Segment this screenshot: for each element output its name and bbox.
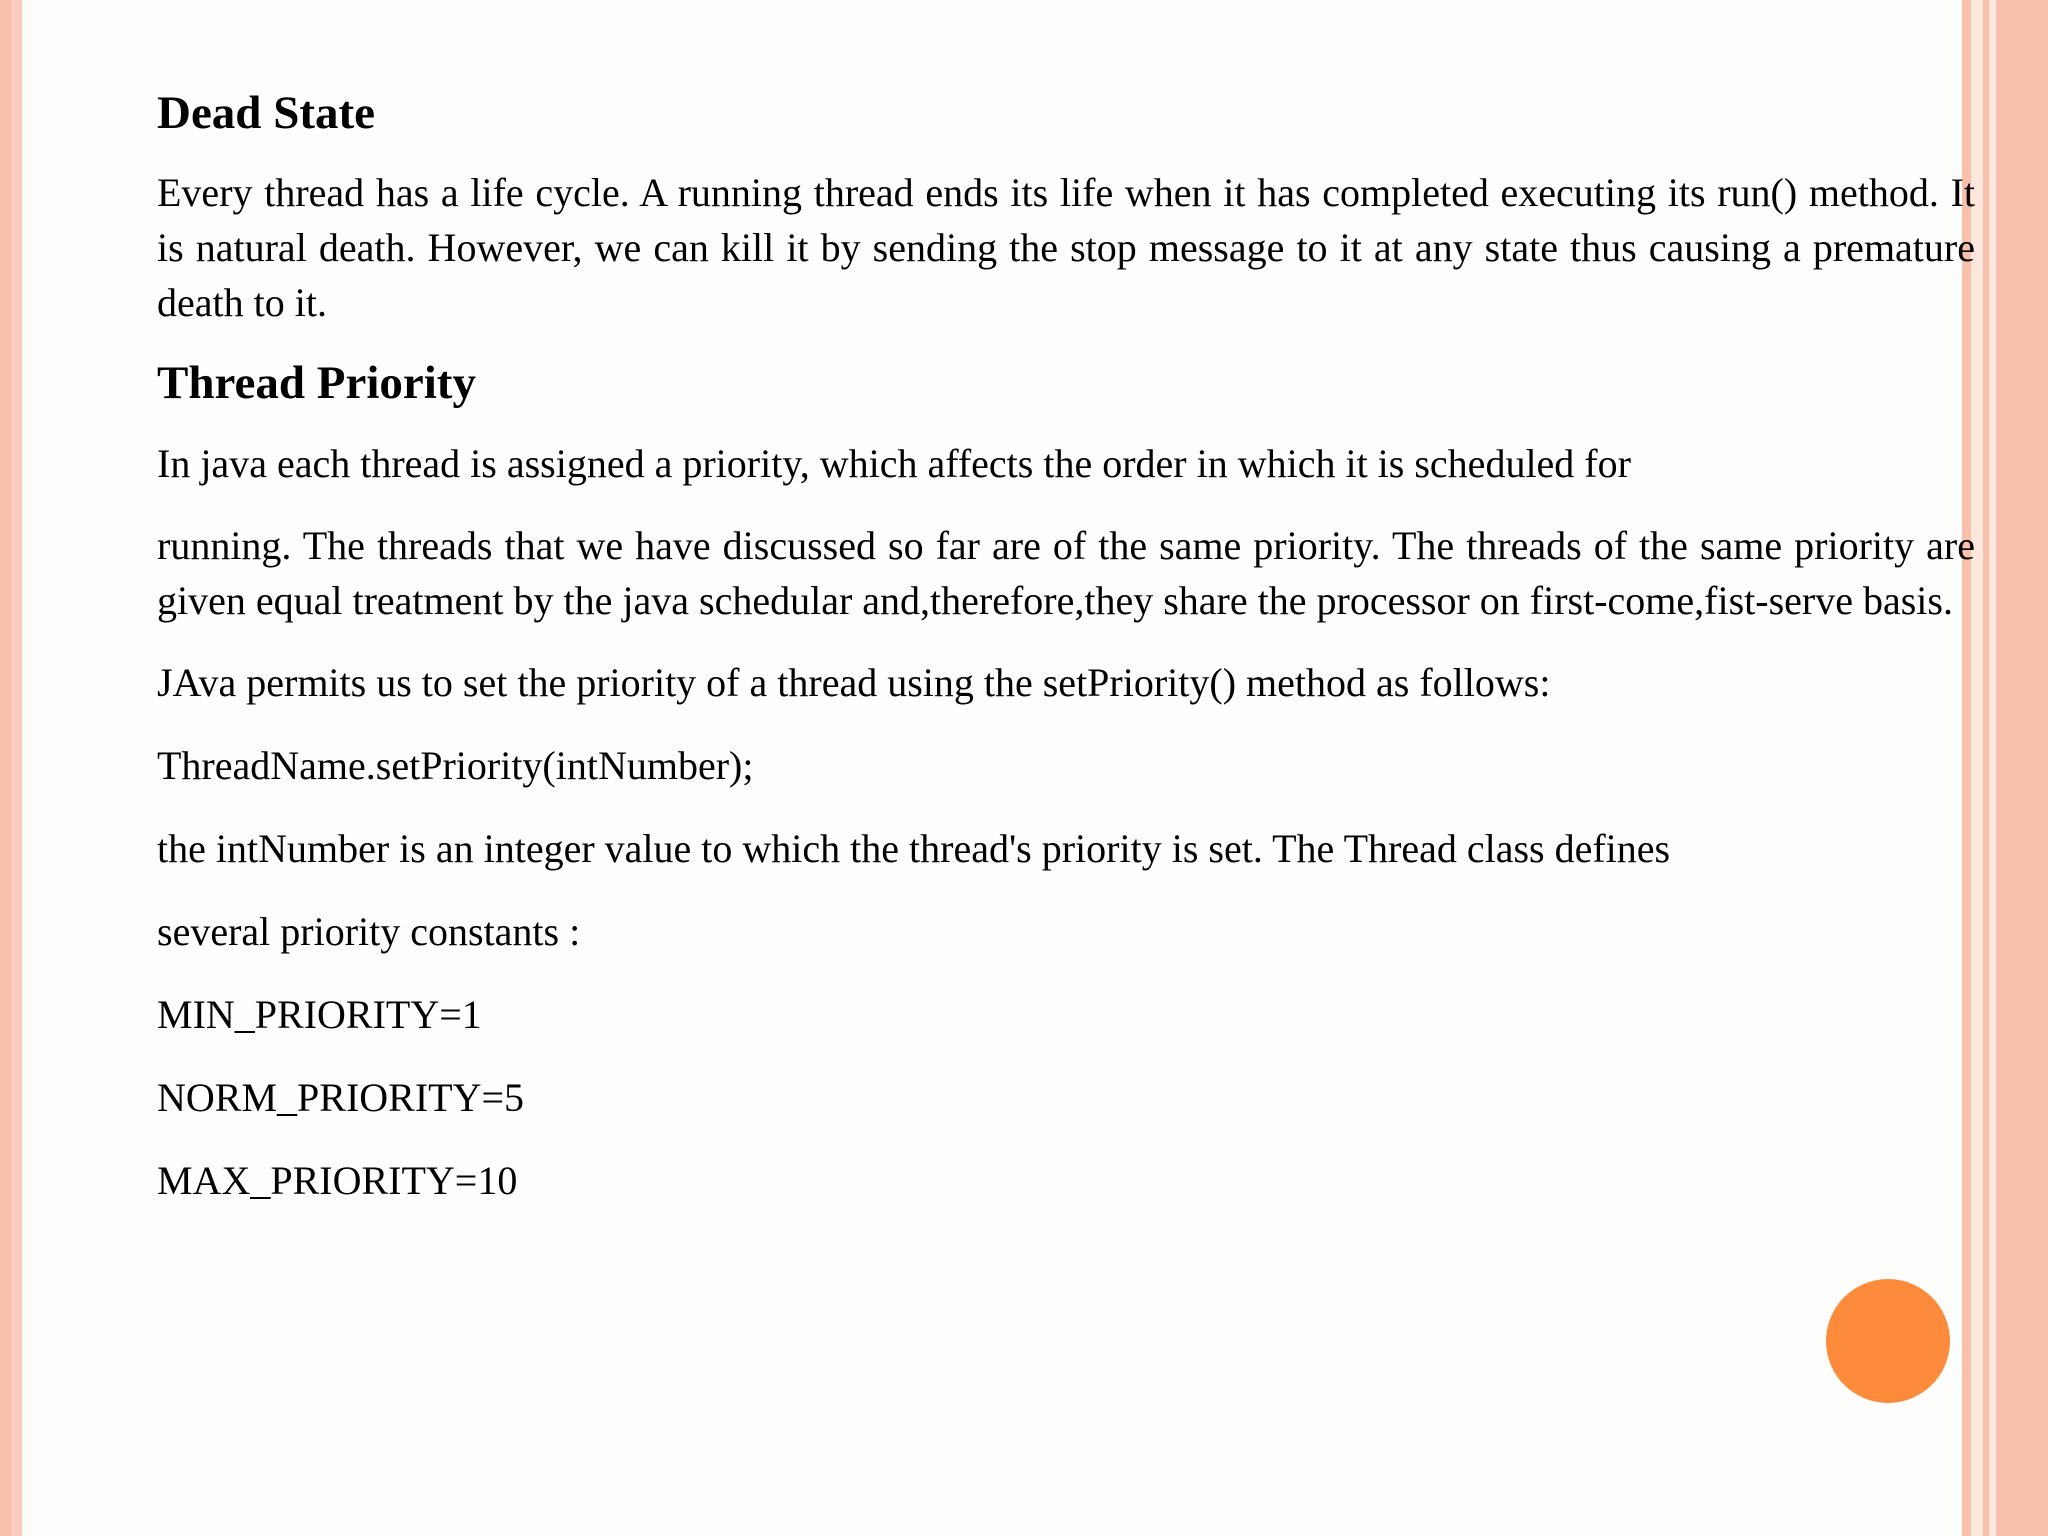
thread-priority-heading: Thread Priority — [157, 357, 476, 409]
constant-max-priority: MAX_PRIORITY=10 — [157, 1158, 518, 1203]
constant-min-priority: MIN_PRIORITY=1 — [157, 992, 482, 1037]
constant-norm-priority: NORM_PRIORITY=5 — [157, 1075, 525, 1120]
right-border-stripe-3 — [1996, 0, 2048, 1536]
explanation-line-2: several priority constants : — [157, 909, 581, 954]
code-line: ThreadName.setPriority(intNumber); — [157, 743, 754, 788]
explanation-line-1: the intNumber is an integer value to which the thread's priority is set. The Thread class defines — [157, 826, 1671, 871]
priority-intro-line: In java each thread is assigned a priority, which affects the order in which it is scheduled for — [157, 441, 1631, 486]
dead-state-heading: Dead State — [157, 87, 375, 139]
slide-content — [157, 82, 1975, 1208]
right-border-stripe-2 — [1983, 0, 1989, 1536]
left-border-stripe — [0, 0, 22, 1536]
set-priority-line: JAva permits us to set the priority of a thread using the setPriority() method as follows: — [157, 660, 1551, 705]
orange-circle-decoration — [1826, 1279, 1950, 1403]
left-border-inner — [11, 0, 22, 1536]
dead-state-paragraph: Every thread has a life cycle. A running thread ends its life when it has completed executing its run() method. It is natural death. However, we can kill it by sending the stop message to it at any state thus causing a premature death to it. — [157, 170, 1975, 325]
priority-paragraph: running. The threads that we have discussed so far are of the same priority. The threads of the same priority are given equal treatment by the java schedular and,therefore,they share the processor on first-come,fist-serve basis. — [157, 523, 1975, 623]
